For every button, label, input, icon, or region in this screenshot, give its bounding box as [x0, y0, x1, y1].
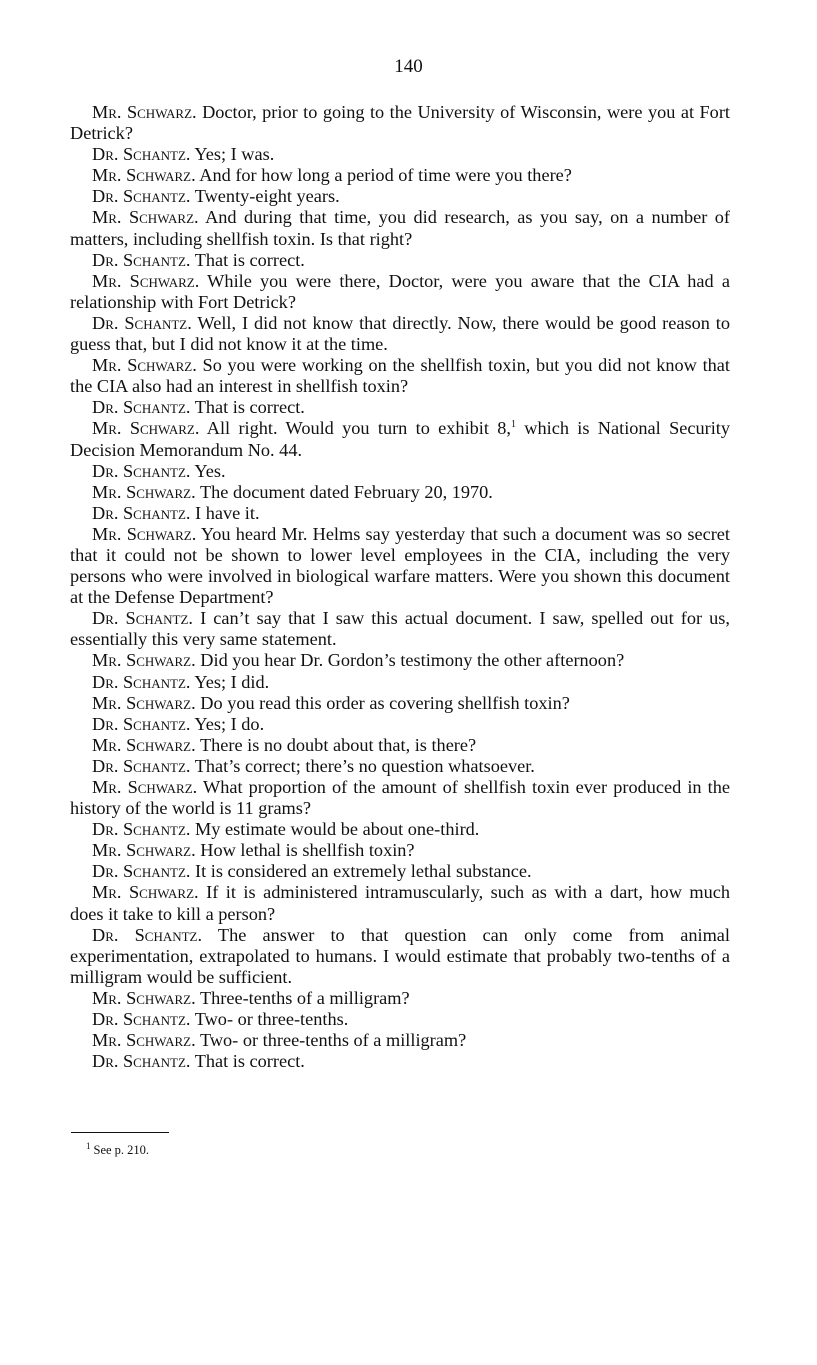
dialogue-paragraph — [70, 714, 730, 735]
speech-text: Yes; I did. — [194, 671, 270, 692]
speech-text: The document dated February 20, 1970. — [199, 481, 493, 502]
speech-text: And during that time, you did research, as you say, on a number of matters, including shellfish toxin. Is that right? — [70, 207, 730, 249]
speaker-name: Mr. Schwarz. — [92, 882, 199, 903]
speaker-name: Mr. Schwarz. — [92, 355, 197, 376]
speech-text: You heard Mr. Helms say yesterday that such a document was so secret that it could not be shown to lower level employees in the CIA, including the very persons who were involved in biological warfare matters. Were you shown this document at the Defense Department? — [70, 523, 730, 608]
speaker-name: Dr. Schantz. — [92, 608, 193, 629]
speaker-name: Mr. Schwarz. — [92, 165, 196, 186]
dialogue-paragraph — [70, 861, 730, 882]
dialogue-paragraph — [70, 461, 730, 482]
speech-text: Did you hear Dr. Gordon’s testimony the other afternoon? — [200, 650, 625, 671]
dialogue-paragraph — [70, 608, 730, 650]
speech-text: That is correct. — [194, 1051, 305, 1072]
dialogue-paragraph — [70, 1051, 730, 1072]
speech-text: The answer to that question can only come from animal experimentation, extrapolated to humans. I would estimate that probably two-tenths of a milligram would be sufficient. — [70, 924, 730, 987]
speech-text: My estimate would be about one-third. — [195, 819, 480, 840]
speech-text: Do you read this order as covering shellfish toxin? — [200, 692, 570, 713]
speaker-name: Dr. Schantz. — [92, 1051, 191, 1072]
dialogue-paragraph — [70, 819, 730, 840]
speaker-name: Dr. Schantz. — [92, 924, 203, 945]
dialogue-paragraph — [70, 397, 730, 418]
dialogue-paragraph — [70, 777, 730, 819]
dialogue-paragraph — [70, 165, 730, 186]
speech-text: It is considered an extremely lethal substance. — [195, 861, 532, 882]
speaker-name: Mr. Schwarz. — [92, 270, 200, 291]
speech-text: Two- or three-tenths of a milligram? — [199, 1030, 467, 1051]
footnote-list — [86, 1142, 149, 1158]
speech-text: That is correct. — [194, 249, 305, 270]
footnote-text: See p. 210. — [93, 1143, 150, 1157]
dialogue-paragraph — [70, 840, 730, 861]
speech-text: I have it. — [195, 502, 260, 523]
speaker-name: Dr. Schantz. — [92, 1009, 191, 1030]
speaker-name: Mr. Schwarz. — [92, 418, 200, 439]
dialogue-paragraph — [70, 524, 730, 608]
speaker-name: Mr. Schwarz. — [92, 1030, 196, 1051]
page-number: 140 — [394, 56, 423, 77]
speech-text: That’s correct; there’s no question whatsoever. — [194, 755, 535, 776]
dialogue-paragraph — [70, 250, 730, 271]
dialogue-paragraph — [70, 735, 730, 756]
speech-text: Two- or three-tenths. — [194, 1009, 349, 1030]
dialogue-paragraph — [70, 313, 730, 355]
dialogue-paragraph — [70, 756, 730, 777]
speaker-name: Mr. Schwarz. — [92, 650, 196, 671]
speech-text: There is no doubt about that, is there? — [199, 734, 477, 755]
speaker-name: Dr. Schantz. — [92, 460, 191, 481]
speech-text: And for how long a period of time were you there? — [199, 165, 572, 186]
dialogue-paragraph — [70, 186, 730, 207]
speech-text: Yes. — [194, 460, 226, 481]
dialogue-paragraph — [70, 503, 730, 524]
speech-text: which is National Security Decision Memorandum No. 44. — [70, 418, 730, 460]
speaker-name: Mr. Schwarz. — [92, 734, 196, 755]
speech-text: Yes; I was. — [194, 144, 275, 165]
dialogue-paragraph — [70, 925, 730, 988]
speech-text: Yes; I do. — [194, 713, 265, 734]
speaker-name: Dr. Schantz. — [92, 861, 191, 882]
footnote-rule — [71, 1132, 169, 1133]
speech-text: So you were working on the shellfish toxin, but you did not know that the CIA also had an interest in shellfish toxin? — [70, 355, 730, 397]
speech-text: Well, I did not know that directly. Now, there would be good reason to guess that, but I did not know it at the time. — [70, 312, 730, 355]
speech-text: If it is administered intramuscularly, such as with a dart, how much does it take to kill a person? — [70, 882, 731, 924]
dialogue-paragraph — [70, 882, 730, 924]
speaker-name: Dr. Schantz. — [92, 144, 191, 165]
speaker-name: Mr. Schwarz. — [92, 692, 196, 713]
dialogue-paragraph — [70, 482, 730, 503]
speaker-name: Dr. Schantz. — [92, 819, 191, 840]
speaker-name: Mr. Schwarz. — [92, 840, 196, 861]
speaker-name: Dr. Schantz. — [92, 312, 192, 333]
dialogue-paragraph — [70, 418, 730, 460]
speech-text: All right. Would you turn to exhibit 8, — [206, 418, 511, 439]
speaker-name: Dr. Schantz. — [92, 397, 191, 418]
speaker-name: Dr. Schantz. — [92, 755, 191, 776]
speaker-name: Dr. Schantz. — [92, 186, 191, 207]
dialogue-paragraph — [70, 207, 730, 249]
speaker-name: Dr. Schantz. — [92, 671, 191, 692]
speech-text: I can’t say that I saw this actual document. I saw, spelled out for us, essentially this very same statement. — [70, 608, 730, 650]
speech-text: Doctor, prior to going to the University of Wisconsin, were you at Fort Detrick? — [70, 102, 730, 144]
footnote-reference: 1 — [510, 419, 516, 431]
speaker-name: Mr. Schwarz. — [92, 777, 198, 797]
dialogue-paragraph — [70, 693, 730, 714]
dialogue-paragraph — [70, 355, 730, 397]
footnote-mark: 1 — [86, 1140, 91, 1151]
dialogue-paragraph — [70, 102, 730, 144]
hearing-transcript — [70, 102, 730, 1072]
speaker-name: Mr. Schwarz. — [92, 102, 197, 122]
dialogue-paragraph — [70, 1030, 730, 1051]
footnote — [86, 1142, 149, 1158]
speech-text: What proportion of the amount of shellfish toxin ever produced in the history of the world is 11 grams? — [70, 777, 730, 819]
speaker-name: Dr. Schantz. — [92, 713, 191, 734]
dialogue-paragraph — [70, 1009, 730, 1030]
speech-text: Three-tenths of a milligram? — [199, 987, 410, 1008]
speaker-name: Mr. Schwarz. — [92, 481, 196, 502]
speech-text: That is correct. — [194, 397, 305, 418]
speaker-name: Mr. Schwarz. — [92, 523, 197, 544]
dialogue-paragraph — [70, 144, 730, 165]
dialogue-paragraph — [70, 672, 730, 693]
dialogue-paragraph — [70, 988, 730, 1009]
dialogue-paragraph — [70, 271, 730, 313]
speaker-name: Mr. Schwarz. — [92, 987, 196, 1008]
dialogue-paragraph — [70, 650, 730, 671]
speaker-name: Mr. Schwarz. — [92, 207, 199, 228]
speech-text: While you were there, Doctor, were you aware that the CIA had a relationship with Fort Detrick? — [70, 270, 730, 312]
speaker-name: Dr. Schantz. — [92, 249, 191, 270]
speech-text: Twenty-eight years. — [194, 186, 340, 207]
speech-text: How lethal is shellfish toxin? — [200, 840, 415, 861]
speaker-name: Dr. Schantz. — [92, 502, 191, 523]
